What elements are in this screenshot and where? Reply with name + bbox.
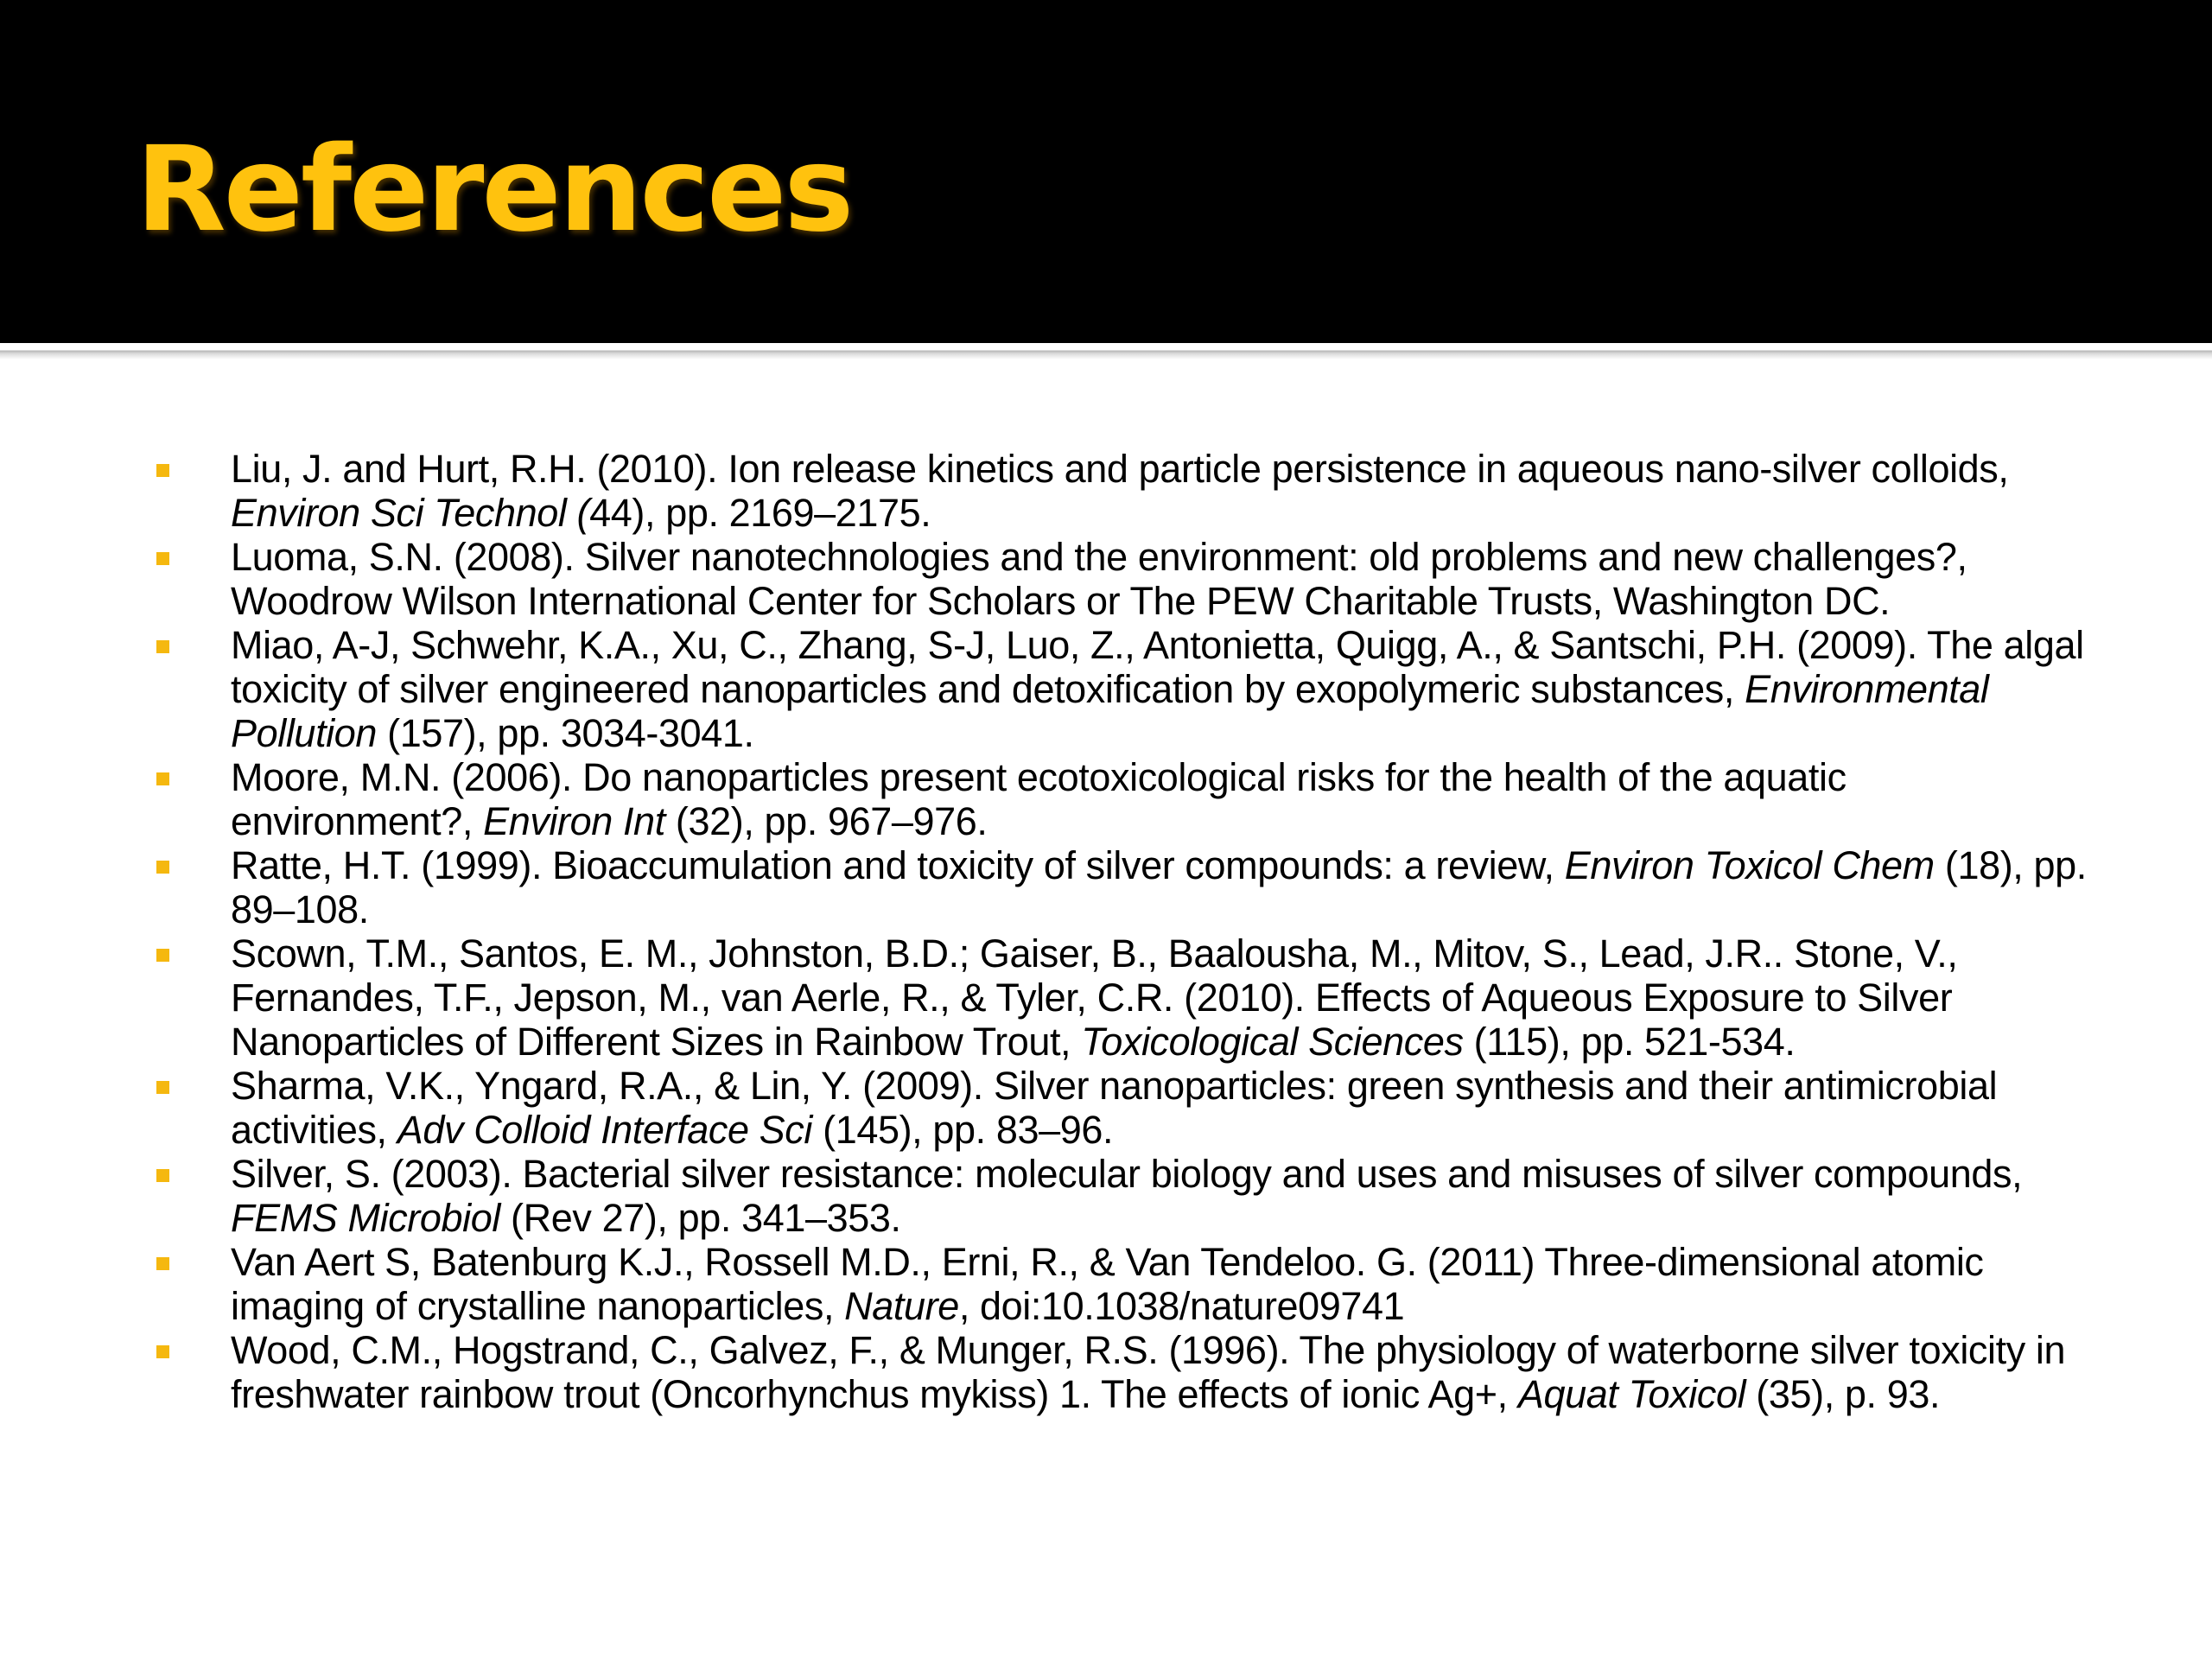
- citation-segment: Wood, C.M., Hogstrand, C., Galvez, F., & Munger, R.S. (1996). The physiology of waterborne silver toxicity in freshwater rainbow trout (Oncorhynchus mykiss) 1. The effects of ionic Ag+,: [231, 1328, 2066, 1416]
- reference-text: [231, 1064, 1997, 1152]
- citation-segment: , doi:10.1038/nature09741: [958, 1284, 1405, 1328]
- reference-text: [231, 535, 1967, 623]
- journal-name: Adv Colloid Interface Sci: [397, 1108, 812, 1152]
- square-bullet-icon: [156, 1169, 169, 1182]
- citation-segment: Silver, S. (2003). Bacterial silver resistance: molecular biology and uses and misuses of silver compounds,: [231, 1152, 2023, 1196]
- citation-segment: Miao, A-J, Schwehr, K.A., Xu, C., Zhang, S-J, Luo, Z., Antonietta, Quigg, A., & Santschi, P.H. (2009). The algal toxicity of silver engineered nanoparticles and detoxification by exopolymeric substances,: [231, 623, 2084, 711]
- square-bullet-icon: [156, 1081, 169, 1094]
- citation-segment: (157), pp. 3034-3041.: [377, 711, 754, 755]
- reference-item: [151, 755, 2087, 843]
- square-bullet-icon: [156, 949, 169, 962]
- reference-text: [231, 1240, 1984, 1328]
- square-bullet-icon: [156, 772, 169, 785]
- citation-segment: Sharma, V.K., Yngard, R.A., & Lin, Y. (2009). Silver nanoparticles: green synthesis and their antimicrobial activities,: [231, 1064, 1998, 1152]
- journal-name: Environ Int: [483, 799, 665, 843]
- square-bullet-icon: [156, 1345, 169, 1358]
- reference-item: [151, 623, 2087, 755]
- citation-segment: Moore, M.N. (2006). Do nanoparticles present ecotoxicological risks for the health of the aquatic environment?,: [231, 755, 1847, 843]
- journal-name: Environmental Pollution: [231, 667, 1989, 755]
- header-divider: [0, 343, 2212, 359]
- reference-text: [231, 1328, 2065, 1416]
- reference-text: [231, 447, 2009, 535]
- reference-text: [231, 755, 1847, 843]
- citation-segment: (145), pp. 83–96.: [812, 1108, 1114, 1152]
- citation-segment: (18), pp. 89–108.: [231, 843, 2087, 931]
- citation-segment: Scown, T.M., Santos, E. M., Johnston, B.D.; Gaiser, B., Baalousha, M., Mitov, S., Lead, J.R.. Stone, V., Fernandes, T.F., Jepson, M., van Aerle, R., & Tyler, C.R. (2010). Effects of Aqueous Exposure to Silver Nanoparticles of Different Sizes in Rainbow Trout,: [231, 931, 1958, 1064]
- citation-segment: (Rev 27), pp. 341–353.: [499, 1196, 901, 1240]
- reference-list: [151, 447, 2087, 1416]
- reference-item: [151, 535, 2087, 623]
- citation-segment: (115), pp. 521-534.: [1463, 1020, 1796, 1064]
- journal-name: Environ Sci Technol (: [231, 491, 590, 535]
- slide-title: References: [136, 122, 852, 258]
- citation-segment: Liu, J. and Hurt, R.H. (2010). Ion release kinetics and particle persistence in aqueous nano-silver colloids,: [231, 447, 2009, 491]
- reference-item: [151, 447, 2087, 535]
- title-bar: [0, 0, 2212, 343]
- reference-item: [151, 843, 2087, 931]
- citation-segment: (32), pp. 967–976.: [664, 799, 988, 843]
- journal-name: FEMS Microbiol: [231, 1196, 500, 1240]
- reference-item: [151, 931, 2087, 1064]
- square-bullet-icon: [156, 552, 169, 565]
- square-bullet-icon: [156, 640, 169, 653]
- reference-text: [231, 1152, 2022, 1240]
- citation-segment: Ratte, H.T. (1999). Bioaccumulation and toxicity of silver compounds: a review,: [231, 843, 1565, 887]
- reference-text: [231, 931, 1958, 1064]
- reference-item: [151, 1064, 2087, 1152]
- reference-text: [231, 623, 2084, 755]
- square-bullet-icon: [156, 1257, 169, 1270]
- square-bullet-icon: [156, 861, 169, 874]
- journal-name: Environ Toxicol Chem: [1564, 843, 1935, 887]
- citation-segment: Van Aert S, Batenburg K.J., Rossell M.D., Erni, R., & Van Tendeloo. G. (2011) Three-dimensional atomic imaging of crystalline nanoparticles,: [231, 1240, 1984, 1328]
- reference-item: [151, 1152, 2087, 1240]
- reference-text: [231, 843, 2087, 931]
- citation-segment: (35), p. 93.: [1745, 1372, 1941, 1416]
- journal-name: Nature: [844, 1284, 959, 1328]
- journal-name: Aquat Toxicol: [1517, 1372, 1746, 1416]
- reference-item: [151, 1328, 2087, 1416]
- journal-name: Toxicological Sciences: [1081, 1020, 1464, 1064]
- citation-segment: 44), pp. 2169–2175.: [589, 491, 931, 535]
- square-bullet-icon: [156, 464, 169, 477]
- citation-segment: Luoma, S.N. (2008). Silver nanotechnologies and the environment: old problems and new challenges?, Woodrow Wilson International Center for Scholars or The PEW Charitable Trusts, Washington DC.: [231, 535, 1967, 623]
- reference-item: [151, 1240, 2087, 1328]
